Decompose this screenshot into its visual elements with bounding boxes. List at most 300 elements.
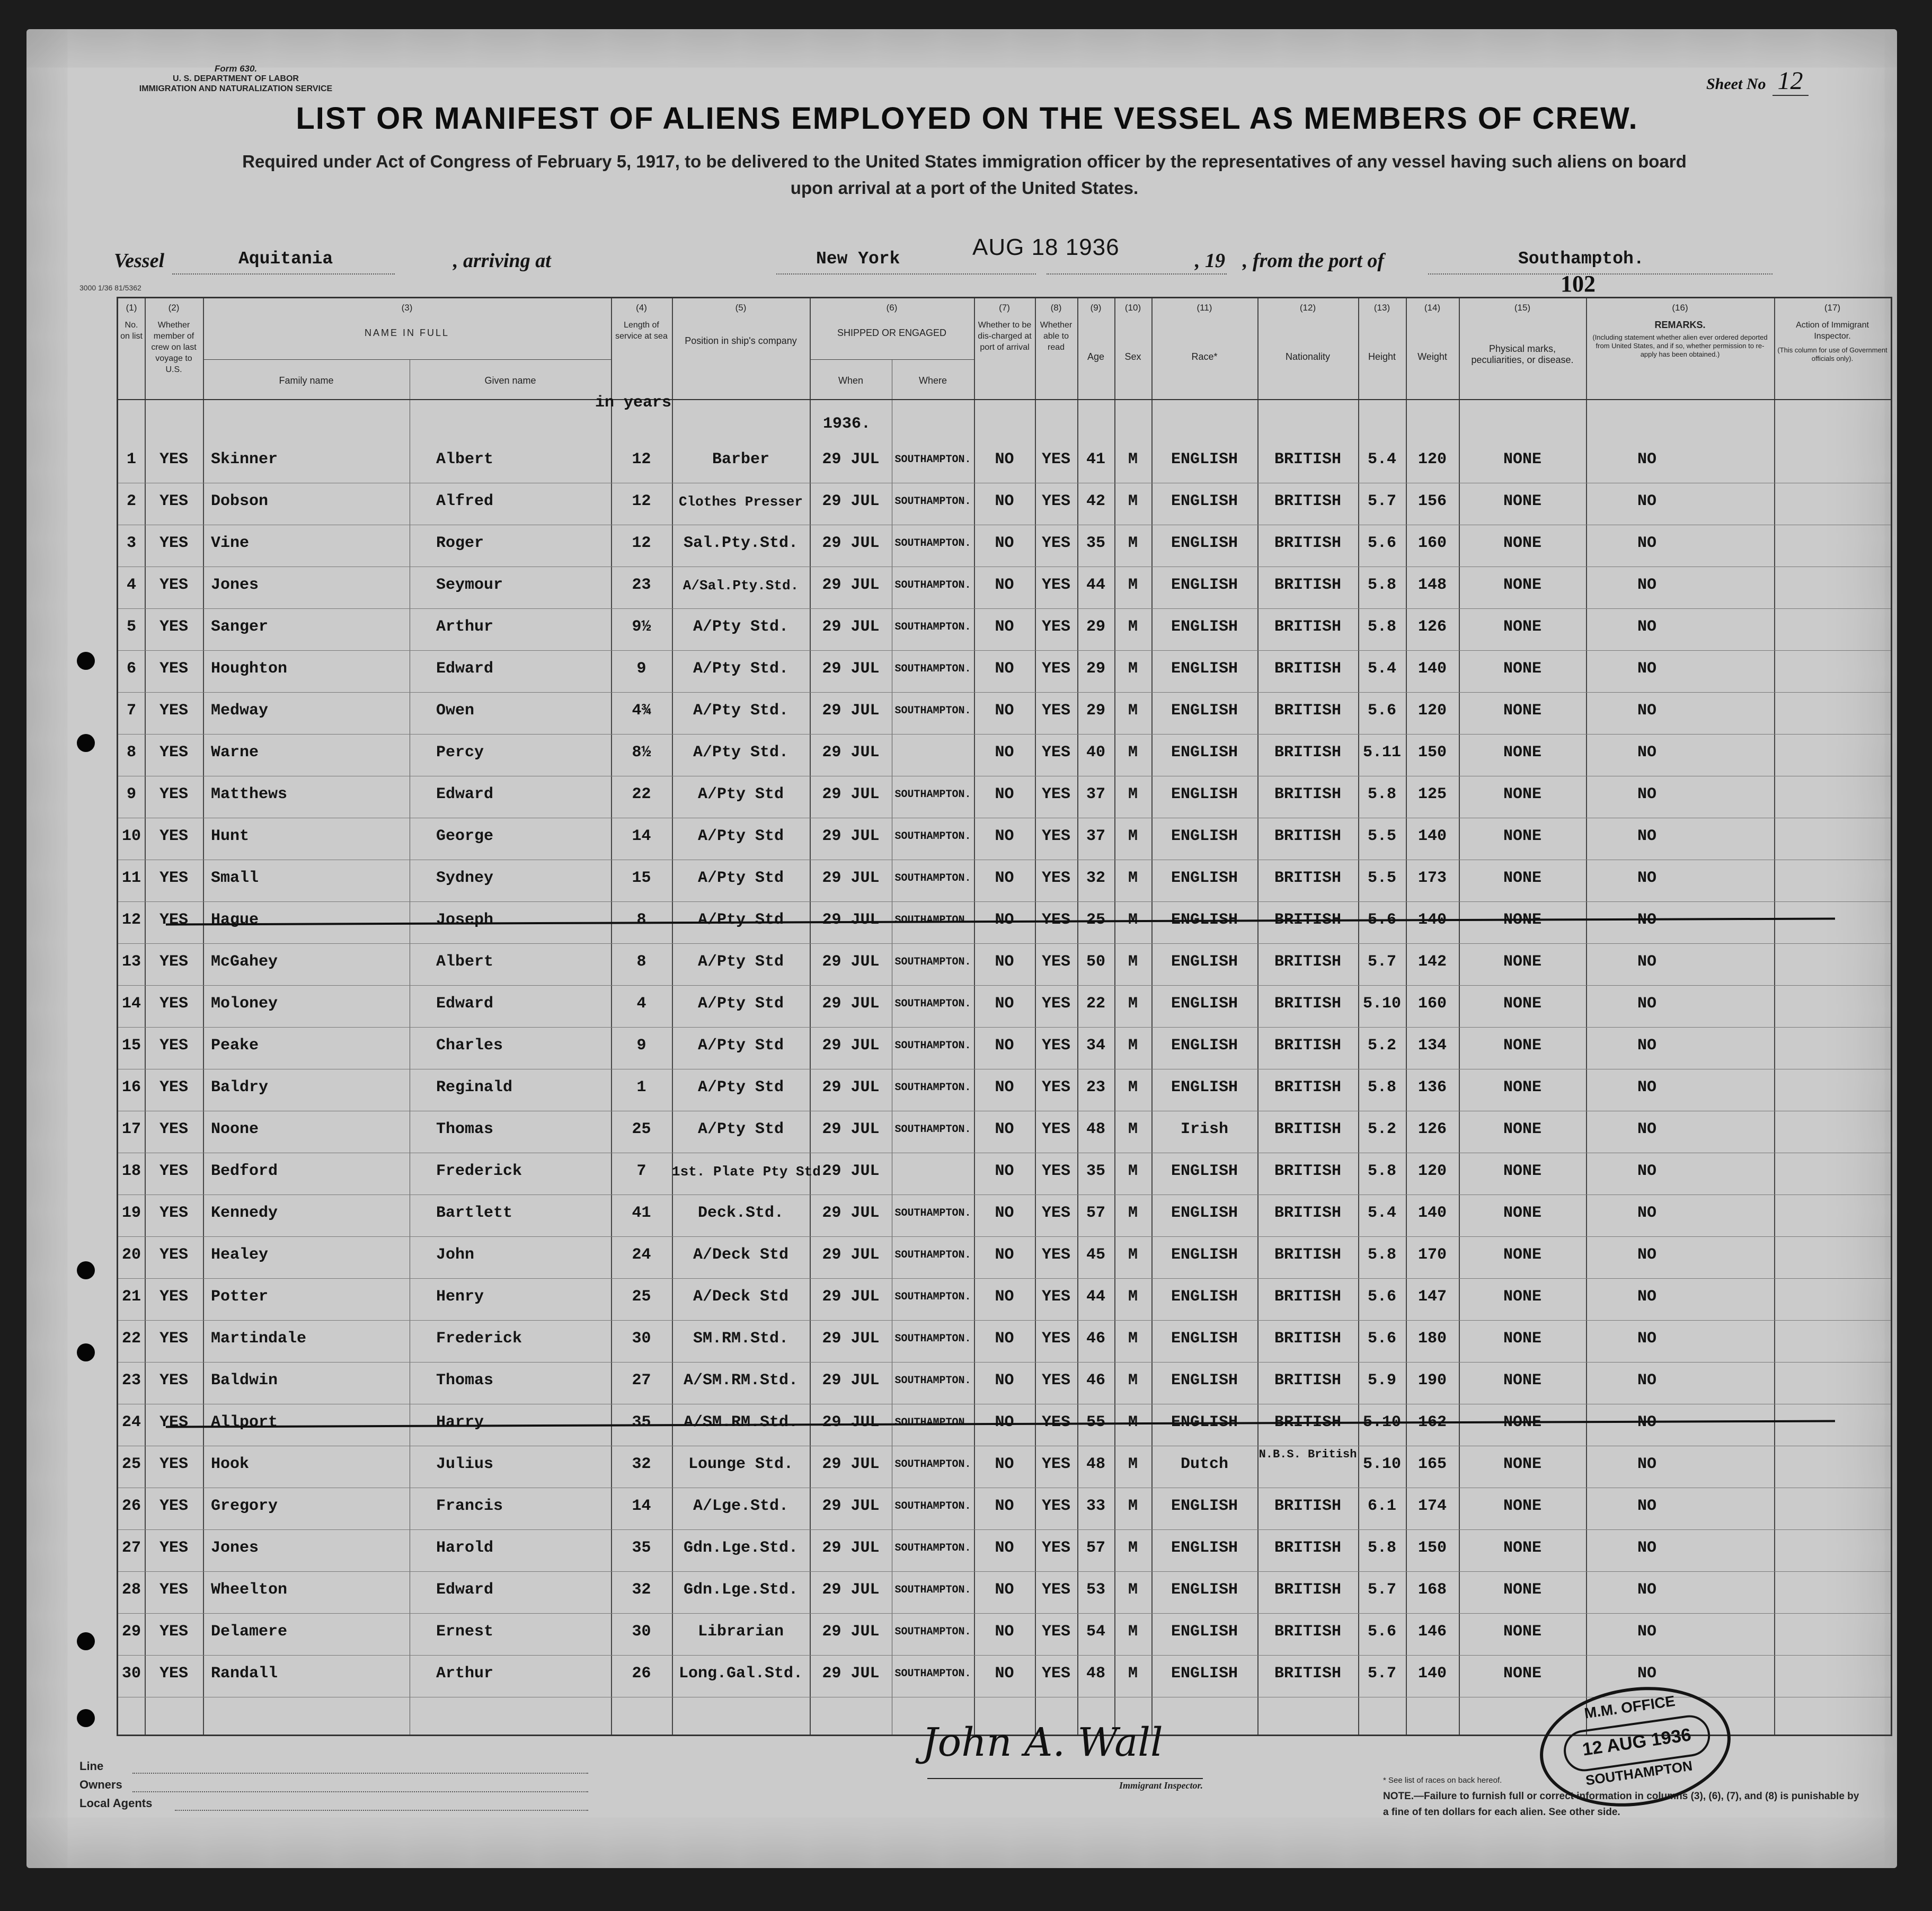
discharged: NO: [995, 702, 1014, 720]
col-num-15: (15): [1514, 303, 1531, 313]
service-years: 8½: [632, 744, 651, 762]
sex: M: [1128, 785, 1138, 803]
given-name: John: [436, 1246, 475, 1264]
age: 41: [1086, 450, 1105, 468]
weight: 156: [1417, 492, 1447, 510]
nationality: BRITISH: [1274, 953, 1342, 971]
nationality: BRITISH: [1274, 869, 1342, 887]
race: ENGLISH: [1171, 576, 1238, 594]
given-name: Charles: [436, 1037, 503, 1055]
height: 5.2: [1367, 1037, 1396, 1055]
age: 53: [1086, 1581, 1105, 1599]
sex: M: [1128, 1581, 1138, 1599]
row-number: 14: [121, 995, 141, 1013]
row-rule: [118, 901, 1891, 902]
shipped-when: 29 JUL: [822, 576, 880, 594]
given-name: Henry: [436, 1288, 484, 1306]
physical-marks: NONE: [1503, 785, 1541, 803]
physical-marks: NONE: [1503, 450, 1541, 468]
weight: 150: [1417, 1539, 1447, 1557]
manifest-sheet: [26, 29, 1897, 1868]
height: 5.6: [1367, 534, 1396, 552]
weight: 126: [1417, 618, 1447, 636]
shipped-where: SOUTHAMPTON.: [894, 1626, 971, 1638]
col-label-action: Action of Immigrant Inspector.: [1796, 321, 1869, 341]
vessel-name: Aquitania: [238, 249, 333, 269]
prior-voyage: YES: [159, 995, 188, 1013]
service-years: 9: [636, 1037, 646, 1055]
given-name: Edward: [436, 1581, 494, 1599]
sex: M: [1128, 953, 1138, 971]
row-number: 30: [121, 1665, 141, 1683]
prior-voyage: YES: [159, 702, 188, 720]
shipped-when: 29 JUL: [822, 1581, 880, 1599]
family-name: Potter: [211, 1288, 269, 1306]
position: A/Pty Std.: [693, 744, 789, 762]
family-name: Hook: [211, 1455, 250, 1473]
physical-marks: NONE: [1503, 576, 1541, 594]
table-row: [118, 570, 1891, 612]
shipped-where: SOUTHAMPTON.: [894, 705, 971, 717]
table-row: [118, 988, 1891, 1030]
shipped-where: SOUTHAMPTON.: [894, 1291, 971, 1303]
remarks: NO: [1637, 744, 1656, 762]
service-years: 8: [636, 953, 646, 971]
row-number: 26: [121, 1497, 141, 1515]
nationality: BRITISH: [1274, 1372, 1342, 1390]
shipped-when: 29 JUL: [822, 1246, 880, 1264]
physical-marks: NONE: [1503, 1372, 1541, 1390]
sex: M: [1128, 1246, 1138, 1264]
weight: 173: [1417, 869, 1447, 887]
prior-voyage: YES: [159, 1204, 188, 1222]
local-agents-label: Local Agents: [79, 1797, 153, 1810]
age: 44: [1086, 1288, 1105, 1306]
given-name: Frederick: [436, 1162, 522, 1180]
table-row: [118, 737, 1891, 779]
physical-marks: NONE: [1503, 827, 1541, 845]
physical-marks: NONE: [1503, 534, 1541, 552]
races-note: * See list of races on back hereof.: [1383, 1776, 1502, 1785]
given-name: Francis: [436, 1497, 503, 1515]
given-name: Alfred: [436, 492, 494, 510]
family-name: Hunt: [211, 827, 250, 845]
family-name: Martindale: [211, 1330, 307, 1348]
nationality: BRITISH: [1274, 492, 1342, 510]
sheet-number: [1706, 66, 1886, 95]
prior-voyage: YES: [159, 1162, 188, 1180]
able-to-read: YES: [1041, 1455, 1070, 1473]
nationality: BRITISH: [1274, 827, 1342, 845]
height: 5.8: [1367, 1539, 1396, 1557]
discharged: NO: [995, 1246, 1014, 1264]
shipped-where: SOUTHAMPTON.: [894, 789, 971, 801]
race: Dutch: [1180, 1455, 1228, 1473]
given-name: George: [436, 827, 494, 845]
row-rule: [118, 985, 1891, 986]
col-num-7: (7): [999, 303, 1010, 313]
height: 5.7: [1367, 1665, 1396, 1683]
service-name: IMMIGRATION AND NATURALIZATION SERVICE: [139, 84, 333, 93]
given-name: Albert: [436, 953, 494, 971]
position: A/Deck Std: [693, 1288, 789, 1306]
physical-marks: NONE: [1503, 1204, 1541, 1222]
service-years: 30: [632, 1623, 651, 1641]
remarks: NO: [1637, 450, 1656, 468]
race: ENGLISH: [1171, 534, 1238, 552]
shipped-where: SOUTHAMPTON.: [894, 537, 971, 550]
remarks: NO: [1637, 827, 1656, 845]
service-years: 14: [632, 1497, 651, 1515]
col-num-13: (13): [1373, 303, 1390, 313]
owners-label: Owners: [79, 1778, 122, 1791]
form-header: [87, 64, 384, 94]
remarks: NO: [1637, 1539, 1656, 1557]
race: ENGLISH: [1171, 1372, 1238, 1390]
sex: M: [1128, 911, 1138, 929]
position: Gdn.Lge.Std.: [683, 1539, 799, 1557]
sex: M: [1128, 1413, 1138, 1431]
height: 5.5: [1367, 869, 1396, 887]
able-to-read: YES: [1041, 1037, 1070, 1055]
remarks: NO: [1637, 1581, 1656, 1599]
service-years: 9: [636, 660, 646, 678]
prior-voyage: YES: [159, 1539, 188, 1557]
physical-marks: NONE: [1503, 1078, 1541, 1096]
sheet-number-label: Sheet No: [1706, 75, 1766, 93]
col-num-17: (17): [1824, 303, 1841, 313]
weight: 165: [1417, 1455, 1447, 1473]
race: ENGLISH: [1171, 785, 1238, 803]
row-rule: [118, 1236, 1891, 1237]
nationality: BRITISH: [1274, 534, 1342, 552]
family-name: Randall: [211, 1665, 278, 1683]
col-label-when: When: [838, 375, 864, 386]
able-to-read: YES: [1041, 1162, 1070, 1180]
shipped-when: 29 JUL: [822, 785, 880, 803]
age: 35: [1086, 1162, 1105, 1180]
discharged: NO: [995, 1413, 1014, 1431]
table-row: [118, 486, 1891, 528]
nationality: BRITISH: [1274, 1246, 1342, 1264]
service-years: 12: [632, 492, 651, 510]
punch-hole: [77, 1632, 95, 1650]
remarks: NO: [1637, 785, 1656, 803]
nationality: BRITISH: [1274, 450, 1342, 468]
height: 5.11: [1362, 744, 1401, 762]
remarks: NO: [1637, 1665, 1656, 1683]
family-name: Baldwin: [211, 1372, 278, 1390]
shipped-when: 29 JUL: [822, 953, 880, 971]
race: ENGLISH: [1171, 450, 1238, 468]
shipped-when: 29 JUL: [822, 995, 880, 1013]
physical-marks: NONE: [1503, 1539, 1541, 1557]
row-rule: [118, 650, 1891, 651]
race: ENGLISH: [1171, 911, 1238, 929]
service-years: 8: [636, 911, 646, 929]
height: 5.8: [1367, 576, 1396, 594]
col-num-12: (12): [1299, 303, 1316, 313]
col-label-family: Family name: [279, 375, 334, 386]
nationality: BRITISH: [1274, 1497, 1342, 1515]
shipped-when: 29 JUL: [822, 1539, 880, 1557]
sex: M: [1128, 1665, 1138, 1683]
age: 34: [1086, 1037, 1105, 1055]
col-num-2: (2): [168, 303, 180, 313]
height: 5.6: [1367, 1288, 1396, 1306]
shipped-when: 29 JUL: [822, 1623, 880, 1641]
prior-voyage: YES: [159, 618, 188, 636]
remarks: NO: [1637, 1372, 1656, 1390]
position: A/Pty Std: [697, 911, 784, 929]
weight: 120: [1417, 450, 1447, 468]
height: 5.8: [1367, 1246, 1396, 1264]
able-to-read: YES: [1041, 576, 1070, 594]
race: ENGLISH: [1171, 869, 1238, 887]
nationality: BRITISH: [1274, 911, 1342, 929]
service-years: 23: [632, 576, 651, 594]
table-row: [118, 695, 1891, 737]
col-num-8: (8): [1050, 303, 1062, 313]
row-number: 22: [121, 1330, 141, 1348]
table-row: [118, 1114, 1891, 1156]
remarks: NO: [1637, 1162, 1656, 1180]
sex: M: [1128, 1539, 1138, 1557]
col-num-9: (9): [1090, 303, 1102, 313]
shipped-where: SOUTHAMPTON.: [894, 1375, 971, 1387]
remarks: NO: [1637, 1455, 1656, 1473]
age: 37: [1086, 785, 1105, 803]
able-to-read: YES: [1041, 953, 1070, 971]
able-to-read: YES: [1041, 1246, 1070, 1264]
position: Deck.Std.: [697, 1204, 784, 1222]
position: A/Pty Std: [697, 953, 784, 971]
service-years: 27: [632, 1372, 651, 1390]
position: 1st. Plate Pty Std: [672, 1164, 821, 1180]
age: 37: [1086, 827, 1105, 845]
nationality: BRITISH: [1274, 1037, 1342, 1055]
given-name: Edward: [436, 995, 494, 1013]
nationality: BRITISH: [1274, 618, 1342, 636]
crew-table: [117, 297, 1892, 1736]
sex: M: [1128, 1623, 1138, 1641]
shipped-when: 29 JUL: [822, 450, 880, 468]
prior-voyage: YES: [159, 785, 188, 803]
prior-voyage: YES: [159, 1413, 188, 1431]
race: ENGLISH: [1171, 1162, 1238, 1180]
discharged: NO: [995, 1204, 1014, 1222]
shipped-when: 29 JUL: [822, 492, 880, 510]
position: A/Pty Std: [697, 1120, 784, 1138]
position: Barber: [712, 450, 770, 468]
height: 5.9: [1367, 1372, 1396, 1390]
given-name: Thomas: [436, 1120, 494, 1138]
col-num-1: (1): [126, 303, 137, 313]
discharged: NO: [995, 660, 1014, 678]
table-row: [118, 1365, 1891, 1407]
physical-marks: NONE: [1503, 1455, 1541, 1473]
col-label-race: Race*: [1191, 351, 1218, 362]
weight: 180: [1417, 1330, 1447, 1348]
remarks: NO: [1637, 995, 1656, 1013]
col-label-name: NAME IN FULL: [364, 328, 450, 338]
family-name: Kennedy: [211, 1204, 278, 1222]
prior-voyage: YES: [159, 1120, 188, 1138]
discharged: NO: [995, 1162, 1014, 1180]
discharged: NO: [995, 534, 1014, 552]
physical-marks: NONE: [1503, 1330, 1541, 1348]
table-row: [118, 1072, 1891, 1114]
row-rule: [118, 692, 1891, 693]
col-label-discharge: Whether to be dis-charged at port of arrival: [978, 321, 1032, 352]
sheet-code: 102: [1561, 271, 1596, 297]
family-name: Medway: [211, 702, 269, 720]
able-to-read: YES: [1041, 1372, 1070, 1390]
height: 5.4: [1367, 660, 1396, 678]
row-rule: [118, 1027, 1891, 1028]
shipped-when: 29 JUL: [822, 702, 880, 720]
sex: M: [1128, 1372, 1138, 1390]
service-years: 41: [632, 1204, 651, 1222]
weight: 190: [1417, 1372, 1447, 1390]
age: 29: [1086, 660, 1105, 678]
able-to-read: YES: [1041, 1623, 1070, 1641]
able-to-read: YES: [1041, 911, 1070, 929]
vessel-label: Vessel: [114, 250, 164, 272]
family-name: Healey: [211, 1246, 269, 1264]
service-years: 26: [632, 1665, 651, 1683]
discharged: NO: [995, 1623, 1014, 1641]
nationality: BRITISH: [1274, 1623, 1342, 1641]
position: A/Pty Std.: [693, 702, 789, 720]
table-row: [118, 905, 1891, 946]
service-years: 25: [632, 1288, 651, 1306]
weight: 126: [1417, 1120, 1447, 1138]
position: A/Pty Std.: [693, 660, 789, 678]
family-name: Small: [211, 869, 259, 887]
shipped-where: SOUTHAMPTON.: [894, 1542, 971, 1554]
age: 46: [1086, 1330, 1105, 1348]
height: 5.5: [1367, 827, 1396, 845]
family-name: Delamere: [211, 1623, 288, 1641]
discharged: NO: [995, 744, 1014, 762]
stamp-date: 12 AUG 1936: [1561, 1713, 1713, 1774]
family-name: Houghton: [211, 660, 288, 678]
service-years: 12: [632, 534, 651, 552]
able-to-read: YES: [1041, 785, 1070, 803]
col-label-sex: Sex: [1124, 351, 1141, 362]
sex: M: [1128, 1497, 1138, 1515]
race: ENGLISH: [1171, 1497, 1238, 1515]
shipped-where: SOUTHAMPTON.: [894, 830, 971, 843]
race: ENGLISH: [1171, 1330, 1238, 1348]
given-name: Harry: [436, 1413, 484, 1431]
given-name: Percy: [436, 744, 484, 762]
shipped-where: SOUTHAMPTON.: [894, 1584, 971, 1596]
discharged: NO: [995, 1455, 1014, 1473]
table-row: [118, 1030, 1891, 1072]
prior-voyage: YES: [159, 1330, 188, 1348]
service-years: 32: [632, 1455, 651, 1473]
physical-marks: NONE: [1503, 1246, 1541, 1264]
weight: 140: [1417, 911, 1447, 929]
col-num-14: (14): [1424, 303, 1441, 313]
height: 5.8: [1367, 1078, 1396, 1096]
nationality: BRITISH: [1274, 785, 1342, 803]
stamp-bottom: SOUTHAMPTON: [1584, 1757, 1694, 1789]
family-name: Warne: [211, 744, 259, 762]
physical-marks: NONE: [1503, 618, 1541, 636]
department-name: U. S. DEPARTMENT OF LABOR: [173, 74, 299, 83]
table-row: [118, 1156, 1891, 1198]
sex: M: [1128, 995, 1138, 1013]
position: A/Pty Std: [697, 1078, 784, 1096]
height: 5.7: [1367, 492, 1396, 510]
year-label: , 19: [1195, 250, 1225, 272]
age: 57: [1086, 1204, 1105, 1222]
vessel-line: [114, 234, 1783, 279]
remarks: NO: [1637, 1204, 1656, 1222]
col-label-marks: Physical marks, peculiarities, or disease.: [1471, 343, 1574, 365]
position: A/Sal.Pty.Std.: [683, 578, 799, 594]
sex: M: [1128, 1288, 1138, 1306]
height: 6.1: [1367, 1497, 1396, 1515]
physical-marks: NONE: [1503, 911, 1541, 929]
prior-voyage: YES: [159, 1581, 188, 1599]
punch-hole: [77, 1343, 95, 1361]
row-number: 9: [126, 785, 136, 803]
inspector-signature: John A. Wall: [922, 1720, 1163, 1765]
family-name: Vine: [211, 534, 250, 552]
weight: 146: [1417, 1623, 1447, 1641]
age: 57: [1086, 1539, 1105, 1557]
physical-marks: NONE: [1503, 702, 1541, 720]
service-years: 22: [632, 785, 651, 803]
age: 42: [1086, 492, 1105, 510]
manifest-subtitle: Required under Act of Congress of February 5, 1917, to be delivered to the United States immigration officer by the representatives of any vessel having such aliens on board upon arrival at a port of the United States.: [242, 152, 1687, 198]
family-name: Wheelton: [211, 1581, 288, 1599]
remarks: NO: [1637, 702, 1656, 720]
sex: M: [1128, 492, 1138, 510]
col-label-service: Length of service at sea: [615, 321, 668, 341]
shipped-where: SOUTHAMPTON.: [894, 872, 971, 884]
shipped-when: 29 JUL: [822, 744, 880, 762]
age: 46: [1086, 1372, 1105, 1390]
shipped-where: SOUTHAMPTON.: [894, 1668, 971, 1680]
family-name: Peake: [211, 1037, 259, 1055]
shipped-when: 29 JUL: [822, 869, 880, 887]
shipped-where: SOUTHAMPTON.: [894, 621, 971, 633]
remarks: NO: [1637, 1330, 1656, 1348]
prior-voyage: YES: [159, 534, 188, 552]
punch-hole: [77, 734, 95, 752]
remarks: NO: [1637, 1623, 1656, 1641]
shipped-where: SOUTHAMPTON.: [894, 579, 971, 591]
row-number: 23: [121, 1372, 141, 1390]
race: ENGLISH: [1171, 953, 1238, 971]
remarks: NO: [1637, 953, 1656, 971]
discharged: NO: [995, 450, 1014, 468]
height: 5.7: [1367, 953, 1396, 971]
race: ENGLISH: [1171, 1204, 1238, 1222]
remarks: NO: [1637, 869, 1656, 887]
table-row: [118, 821, 1891, 863]
physical-marks: NONE: [1503, 1413, 1541, 1431]
race: ENGLISH: [1171, 1078, 1238, 1096]
family-name: Bedford: [211, 1162, 278, 1180]
age: 23: [1086, 1078, 1105, 1096]
row-number: 29: [121, 1623, 141, 1641]
